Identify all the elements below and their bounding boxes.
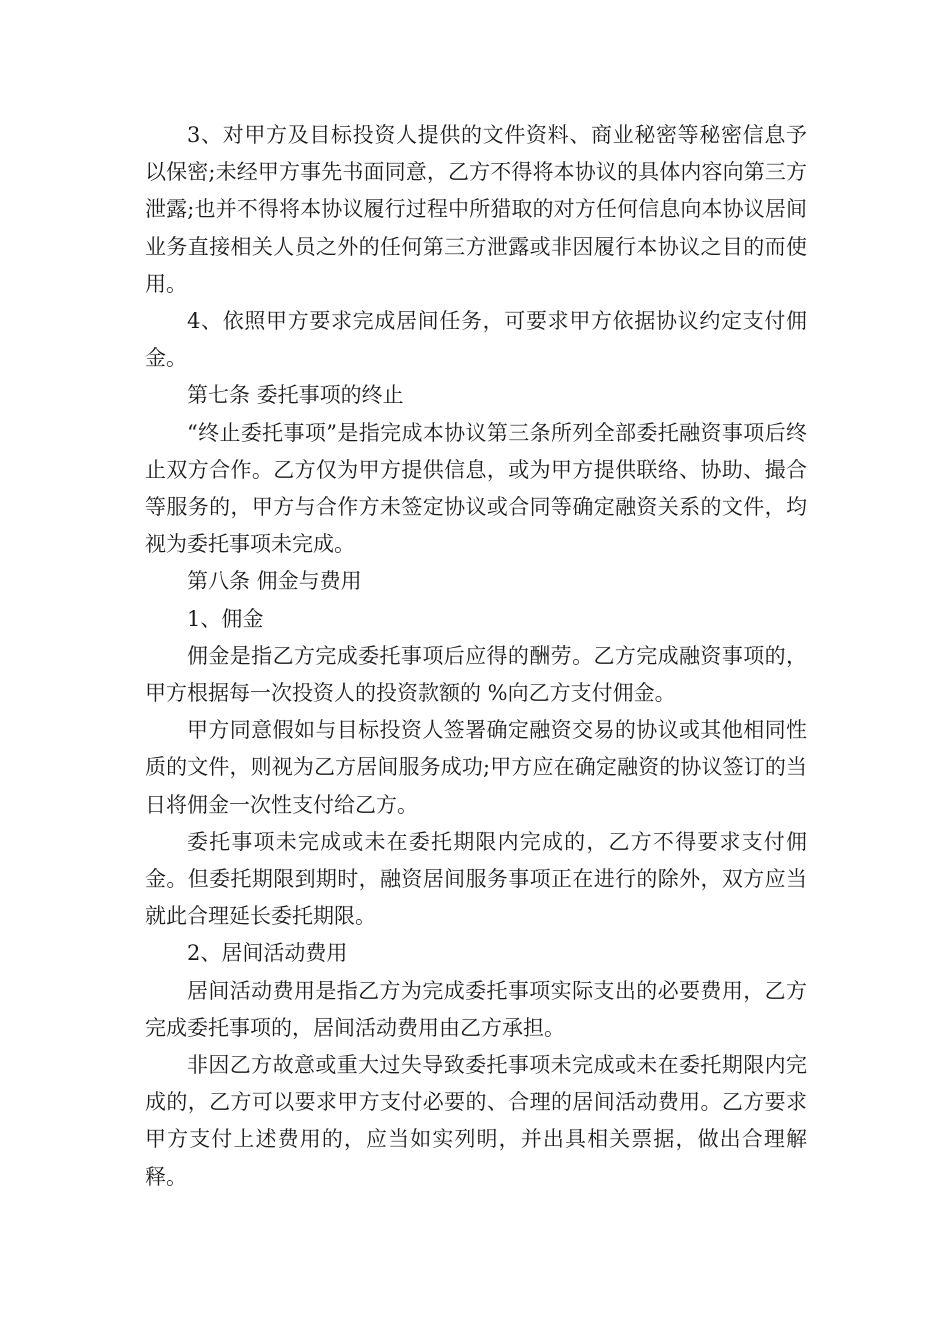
clause-item-4: 4、依照甲方要求完成居间任务，可要求甲方依据协议约定支付佣金。: [145, 309, 807, 371]
clause-item-3: 3、对甲方及目标投资人提供的文件资料、商业秘密等秘密信息予以保密;未经甲方事先书面同意，乙方不得将本协议的具体内容向第三方泄露;也并不得将本协议履行过程中所猎取的对方任何信息向本协议居间业务直接相关人员之外的任何第三方泄露或非因履行本协议之目的而使用。: [145, 123, 807, 296]
expenses-definition: 居间活动费用是指乙方为完成委托事项实际支出的必要费用，乙方完成委托事项的，居间活动费用由乙方承担。: [145, 978, 807, 1040]
commission-definition: 佣金是指乙方完成委托事项后应得的酬劳。乙方完成融资事项的，甲方根据每一次投资人的投资款额的 %向乙方支付佣金。: [145, 643, 807, 706]
commission-payment: 甲方同意假如与目标投资人签署确定融资交易的协议或其他相同性质的文件，则视为乙方居间服务成功;甲方应在确定融资的协议签订的当日将佣金一次性支付给乙方。: [145, 718, 807, 817]
article-8-heading: 第八条 佣金与费用: [187, 569, 362, 594]
termination-definition: “终止委托事项”是指完成本协议第三条所列全部委托融资事项后终止双方合作。乙方仅为甲方提供信息，或为甲方提供联络、协助、撮合等服务的，甲方与合作方未签定协议或合同等确定融资关系的文件，均视为委托事项未完成。: [145, 420, 807, 557]
document-body: [145, 117, 807, 1196]
article-7-heading: 第七条 委托事项的终止: [187, 383, 404, 408]
commission-exception: 委托事项未完成或未在委托期限内完成的，乙方不得要求支付佣金。但委托期限到期时，融资居间服务事项正在进行的除外，双方应当就此合理延长委托期限。: [145, 829, 807, 929]
expenses-subheading: 2、居间活动费用: [187, 941, 348, 966]
expenses-reimbursement: 非因乙方故意或重大过失导致委托事项未完成或未在委托期限内完成的，乙方可以要求甲方支付必要的、合理的居间活动费用。乙方要求甲方支付上述费用的，应当如实列明，并出具相关票据，做出合理解释。: [145, 1053, 807, 1189]
commission-subheading: 1、佣金: [187, 606, 264, 631]
